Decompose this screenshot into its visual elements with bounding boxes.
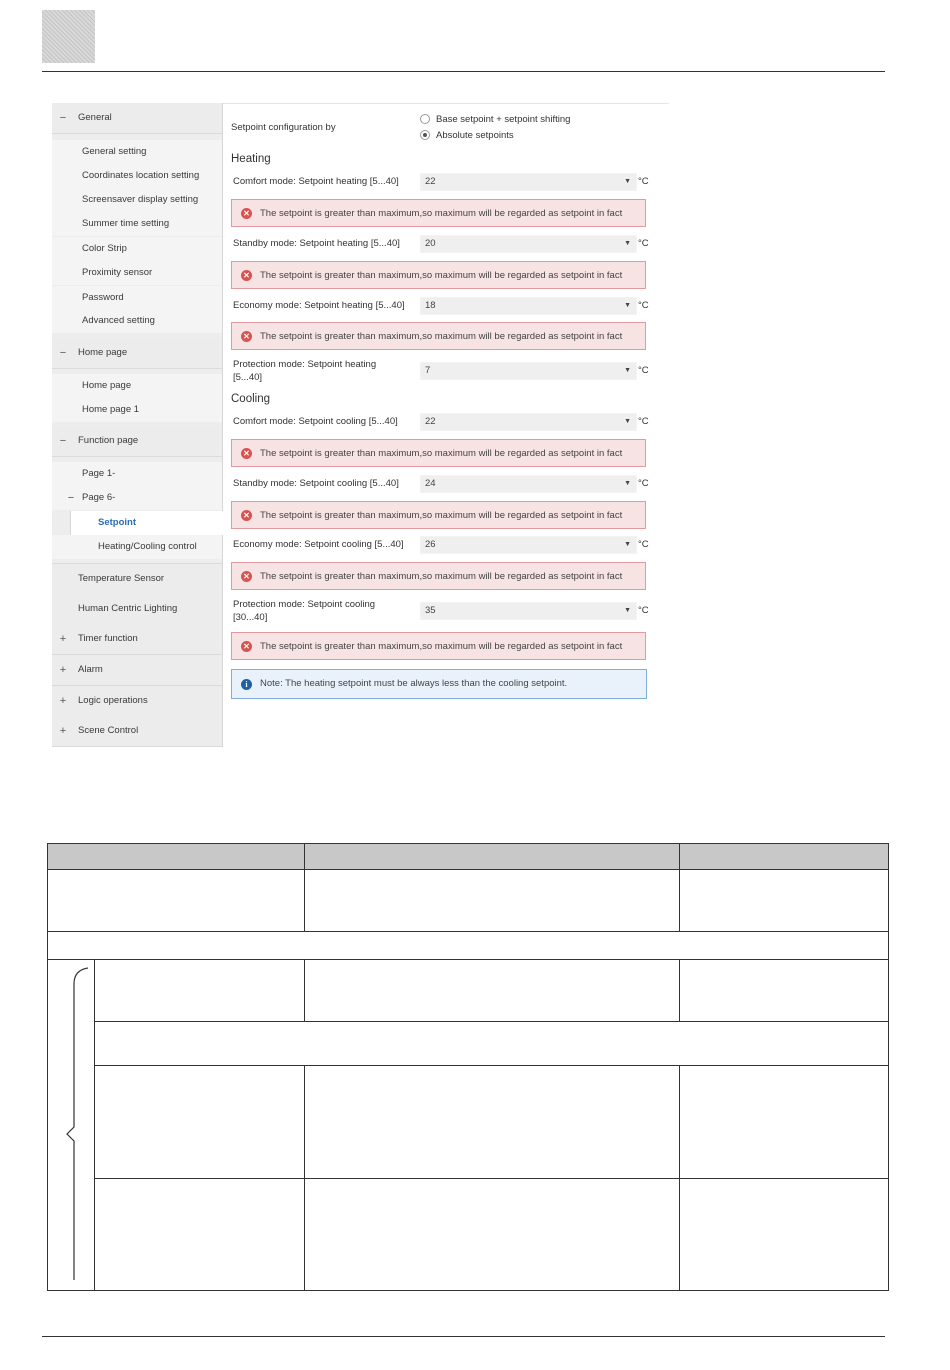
sidebar-item-summer-time-setting[interactable]: Summer time setting bbox=[52, 212, 222, 236]
expand-icon[interactable]: + bbox=[59, 633, 67, 645]
error-message: ✕ The setpoint is greater than maximum,so maximum will be regarded as setpoint in fact bbox=[231, 199, 646, 227]
table-divider bbox=[94, 1178, 888, 1179]
unit-label: °C bbox=[638, 365, 649, 376]
unit-label: °C bbox=[638, 416, 649, 427]
protection-heating-range: [5...40] bbox=[233, 372, 263, 383]
table-divider bbox=[94, 959, 95, 1290]
info-note: i Note: The heating setpoint must be always less than the cooling setpoint. bbox=[231, 669, 647, 699]
table-divider bbox=[679, 959, 680, 1021]
sidebar-item-setpoint[interactable]: Setpoint bbox=[70, 511, 224, 535]
sidebar-group-function-page[interactable]: − Function page bbox=[52, 426, 222, 457]
collapse-icon[interactable]: − bbox=[59, 435, 67, 447]
standby-cooling-label: Standby mode: Setpoint cooling [5...40] bbox=[233, 478, 399, 489]
error-icon: ✕ bbox=[241, 208, 252, 219]
chevron-down-icon: ▼ bbox=[624, 240, 631, 247]
sidebar-item-proximity-sensor[interactable]: Proximity sensor bbox=[52, 261, 222, 285]
radio-base-setpoint[interactable] bbox=[420, 114, 430, 124]
sidebar-item-color-strip[interactable]: Color Strip bbox=[52, 237, 222, 261]
unit-label: °C bbox=[638, 539, 649, 550]
collapse-icon[interactable]: − bbox=[59, 112, 67, 124]
sidebar-group-alarm[interactable]: + Alarm bbox=[52, 655, 222, 686]
sidebar-group-logic-operations[interactable]: + Logic operations bbox=[52, 686, 222, 717]
sidebar-item-advanced-setting[interactable]: Advanced setting bbox=[52, 309, 222, 333]
sidebar-item-heating-cooling-control[interactable]: Heating/Cooling control bbox=[52, 535, 222, 559]
table-divider bbox=[304, 959, 305, 1021]
standby-heating-select[interactable]: 20 ▼ bbox=[420, 235, 637, 253]
info-icon: i bbox=[241, 679, 252, 690]
error-icon: ✕ bbox=[241, 448, 252, 459]
collapse-icon[interactable]: − bbox=[67, 492, 75, 504]
chevron-down-icon: ▼ bbox=[624, 607, 631, 614]
table-divider bbox=[94, 1065, 888, 1066]
comfort-heating-label: Comfort mode: Setpoint heating [5...40] bbox=[233, 176, 399, 187]
sidebar-item-page-1[interactable]: Page 1- bbox=[52, 462, 222, 486]
protection-heating-select[interactable]: 7 ▼ bbox=[420, 362, 637, 380]
sidebar-item-general-setting[interactable]: General setting bbox=[52, 140, 222, 164]
unit-label: °C bbox=[638, 238, 649, 249]
chevron-down-icon: ▼ bbox=[624, 367, 631, 374]
expand-icon[interactable]: + bbox=[59, 695, 67, 707]
parameter-sidebar bbox=[52, 103, 223, 747]
comfort-cooling-label: Comfort mode: Setpoint cooling [5...40] bbox=[233, 416, 398, 427]
error-message: ✕ The setpoint is greater than maximum,so maximum will be regarded as setpoint in fact bbox=[231, 439, 646, 467]
collapse-icon[interactable]: − bbox=[59, 347, 67, 359]
sidebar-group-home-page[interactable]: − Home page bbox=[52, 338, 222, 369]
chevron-down-icon: ▼ bbox=[624, 178, 631, 185]
error-message: ✕ The setpoint is greater than maximum,so maximum will be regarded as setpoint in fact bbox=[231, 501, 646, 529]
radio-absolute-setpoints-label[interactable]: Absolute setpoints bbox=[436, 130, 514, 141]
unit-label: °C bbox=[638, 176, 649, 187]
protection-cooling-range: [30...40] bbox=[233, 612, 268, 623]
error-message: ✕ The setpoint is greater than maximum,so maximum will be regarded as setpoint in fact bbox=[231, 562, 646, 590]
brace-icon bbox=[56, 962, 92, 1282]
sidebar-item-screensaver-display-setting[interactable]: Screensaver display setting bbox=[52, 188, 222, 212]
table-header-row bbox=[48, 844, 888, 870]
unit-label: °C bbox=[638, 478, 649, 489]
economy-cooling-select[interactable]: 26 ▼ bbox=[420, 536, 637, 554]
chevron-down-icon: ▼ bbox=[624, 418, 631, 425]
economy-cooling-label: Economy mode: Setpoint cooling [5...40] bbox=[233, 539, 404, 550]
radio-absolute-setpoints[interactable] bbox=[420, 130, 430, 140]
table-divider bbox=[94, 1021, 888, 1022]
error-icon: ✕ bbox=[241, 641, 252, 652]
table-divider bbox=[304, 844, 305, 931]
chevron-down-icon: ▼ bbox=[624, 302, 631, 309]
table-divider bbox=[679, 844, 680, 931]
brand-logo bbox=[42, 10, 95, 63]
table-divider bbox=[48, 931, 888, 932]
error-message: ✕ The setpoint is greater than maximum,so maximum will be regarded as setpoint in fact bbox=[231, 632, 646, 660]
error-message: ✕ The setpoint is greater than maximum,so maximum will be regarded as setpoint in fact bbox=[231, 261, 646, 289]
standby-heating-label: Standby mode: Setpoint heating [5...40] bbox=[233, 238, 400, 249]
protection-heating-label: Protection mode: Setpoint heating bbox=[233, 359, 377, 370]
chevron-down-icon: ▼ bbox=[624, 541, 631, 548]
economy-heating-select[interactable]: 18 ▼ bbox=[420, 297, 637, 315]
comfort-heating-select[interactable]: 22 ▼ bbox=[420, 173, 637, 191]
protection-cooling-select[interactable]: 35 ▼ bbox=[420, 602, 637, 620]
protection-cooling-label: Protection mode: Setpoint cooling bbox=[233, 599, 376, 610]
sidebar-item-coordinates-location-setting[interactable]: Coordinates location setting bbox=[52, 164, 222, 188]
sidebar-group-general[interactable]: − General bbox=[52, 103, 222, 134]
sidebar-item-home-page[interactable]: Home page bbox=[52, 374, 222, 398]
header-divider bbox=[42, 71, 885, 72]
expand-icon[interactable]: + bbox=[59, 725, 67, 737]
table-divider bbox=[48, 959, 888, 960]
standby-cooling-select[interactable]: 24 ▼ bbox=[420, 475, 637, 493]
error-icon: ✕ bbox=[241, 510, 252, 521]
chevron-down-icon: ▼ bbox=[624, 480, 631, 487]
parameter-table bbox=[47, 843, 889, 1291]
sidebar-group-timer-function[interactable]: + Timer function bbox=[52, 624, 222, 655]
sidebar-item-temperature-sensor[interactable]: Temperature Sensor bbox=[52, 563, 222, 595]
unit-label: °C bbox=[638, 300, 649, 311]
footer-divider bbox=[42, 1336, 885, 1337]
setpoint-config-label: Setpoint configuration by bbox=[231, 122, 336, 133]
error-icon: ✕ bbox=[241, 270, 252, 281]
sidebar-item-page-6[interactable]: − Page 6- bbox=[52, 486, 222, 510]
sidebar-item-password[interactable]: Password bbox=[52, 286, 222, 310]
sidebar-item-home-page-1[interactable]: Home page 1 bbox=[52, 398, 222, 422]
error-icon: ✕ bbox=[241, 331, 252, 342]
comfort-cooling-select[interactable]: 22 ▼ bbox=[420, 413, 637, 431]
expand-icon[interactable]: + bbox=[59, 664, 67, 676]
economy-heating-label: Economy mode: Setpoint heating [5...40] bbox=[233, 300, 405, 311]
unit-label: °C bbox=[638, 605, 649, 616]
error-message: ✕ The setpoint is greater than maximum,so maximum will be regarded as setpoint in fact bbox=[231, 322, 646, 350]
sidebar-item-human-centric-lighting[interactable]: Human Centric Lighting bbox=[52, 594, 222, 625]
heating-section-title: Heating bbox=[231, 153, 271, 165]
error-icon: ✕ bbox=[241, 571, 252, 582]
cooling-section-title: Cooling bbox=[231, 393, 270, 405]
sidebar-group-scene-control[interactable]: + Scene Control bbox=[52, 716, 222, 747]
radio-base-setpoint-label[interactable]: Base setpoint + setpoint shifting bbox=[436, 114, 571, 125]
